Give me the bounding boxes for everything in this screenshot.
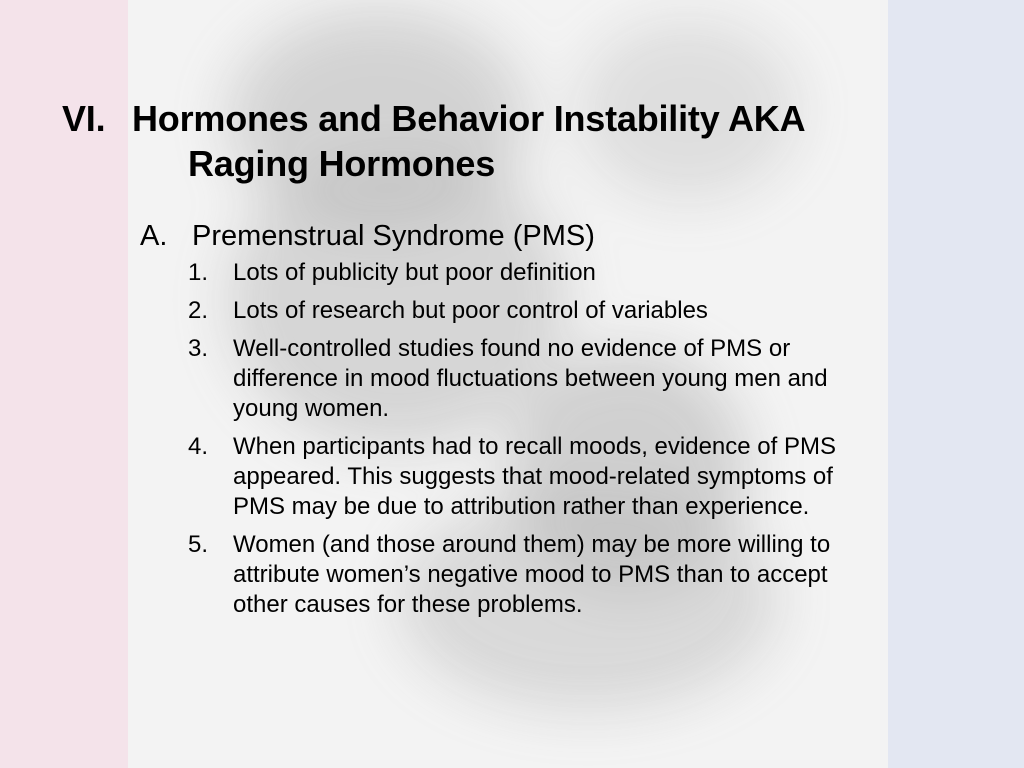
title-number: VI. [62, 98, 106, 139]
title-line-1: Hormones and Behavior Instability AKA [132, 98, 806, 139]
list-item-text: Lots of research but poor control of variables [233, 297, 708, 324]
list-item-text: Lots of publicity but poor definition [233, 259, 596, 286]
list-item [188, 530, 888, 620]
numbered-list [188, 258, 888, 628]
list-item-number: 3. [188, 335, 209, 362]
list-item-number: 4. [188, 433, 209, 460]
list-item [188, 432, 888, 522]
section-heading [140, 216, 880, 256]
section-heading-text: Premenstrual Syndrome (PMS) [192, 220, 595, 252]
list-item-number: 1. [188, 259, 209, 286]
list-item-text: When participants had to recall moods, evidence of PMS appeared. This suggests that mood-related symptoms of PMS may be due to attribution rather than experience. [233, 433, 836, 520]
right-color-band [888, 0, 1024, 768]
list-item-text: Well-controlled studies found no evidence of PMS or difference in mood fluctuations between young men and young women. [233, 335, 828, 422]
list-item [188, 296, 888, 326]
list-item-number: 5. [188, 531, 209, 558]
list-item-number: 2. [188, 297, 209, 324]
list-item-text: Women (and those around them) may be more willing to attribute women’s negative mood to PMS than to accept other causes for these problems. [233, 531, 831, 618]
slide-title [62, 96, 805, 186]
section-letter: A. [140, 220, 168, 252]
list-item [188, 258, 888, 288]
title-line-2: Raging Hormones [188, 143, 496, 184]
list-item [188, 334, 888, 424]
